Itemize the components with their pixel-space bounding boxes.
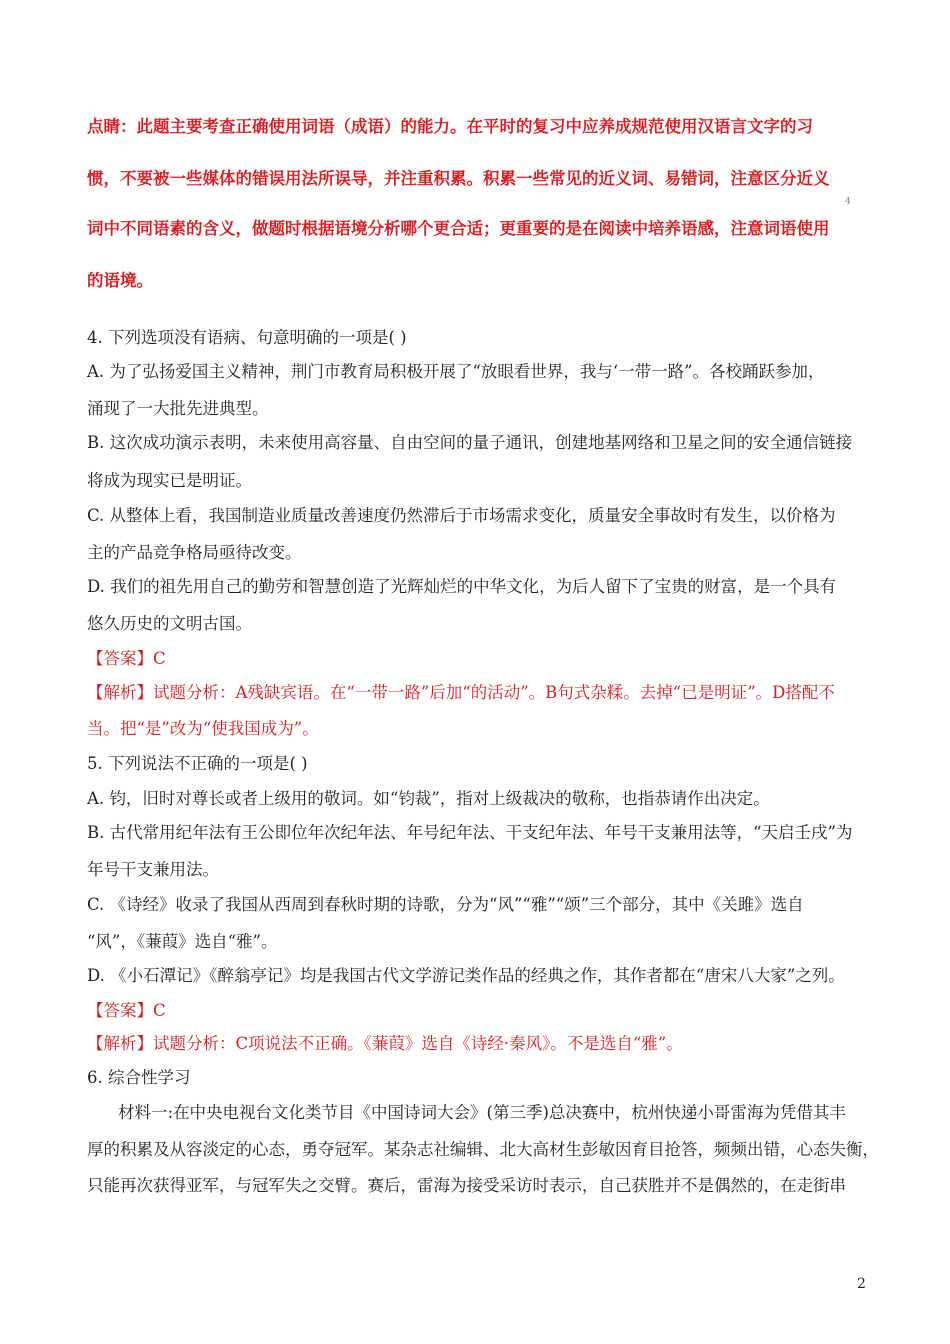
note-line-2: 惯，不要被一些媒体的错误用法所误导，并注重积累。积累一些常见的近义词、易错词，注意区分近义 [87,169,830,188]
q4-option-d-line2: 悠久历史的文明古国。 [87,614,252,633]
q6-paragraph-line2: 厚的积累及从容淡定的心态，勇夺冠军。某杂志社编辑、北大高材生彭敏因育目抢答，频频出错，心态失衡， [87,1140,879,1159]
q4-analysis-line1 [87,681,835,705]
edge-mark: 4 [845,197,851,207]
note-line-3: 词中不同语素的含义，做题时根据语境分析哪个更合适；更重要的是在阅读中培养语感，注意词语使用 [87,219,830,238]
note-line-4: 的语境。 [87,271,153,290]
q4-option-b-line2: 将成为现实已是明证。 [87,471,252,490]
q5-option-d-line1: D. 《小石潭记》《醉翁亭记》均是我国古代文学游记类作品的经典之作，其作者都在“唐宋八大家”之列。 [87,966,845,985]
q4-answer-value: C [153,649,166,668]
q4-option-a-line2: 涌现了一大批先进典型。 [87,399,269,418]
q4-analysis-line2: 当。把“是”改为“使我国成为”。 [87,719,319,738]
q4-answer-tag: 【答案】 [87,649,153,668]
q4-option-a-line1: A. 为了弘扬爱国主义精神，荆门市教育局积极开展了“放眼看世界，我与‘一带一路”。各校踊跃参加， [87,362,825,381]
q5-option-c-line2: “风”，《蒹葭》选自“雅”。 [87,932,278,951]
q6-paragraph-line1: 材料一:在中央电视台文化类节目《中国诗词大会》(第三季)总决赛中，杭州快递小哥雷海为凭借其丰 [118,1103,846,1122]
q4-option-d-line1: D. 我们的祖先用自己的勤劳和智慧创造了光辉灿烂的中华文化，为后人留下了宝贵的财富，是一个具有 [87,577,837,596]
q5-option-b-line1: B. 古代常用纪年法有王公即位年次纪年法、年号纪年法、干支纪年法、年号干支兼用法等，“天启壬戌”为 [87,823,853,842]
q5-analysis-line1 [87,1032,683,1056]
q4-option-c-line2: 主的产品竞争格局亟待改变。 [87,543,302,562]
note-line-1: 点睛：此题主要考查正确使用词语（成语）的能力。在平时的复习中应养成规范使用汉语言文字的习 [87,117,813,136]
q5-answer [87,999,166,1023]
q5-analysis-text: 试题分析：C项说法不正确。《蒹葭》选自《诗经·秦风》。不是选自“雅”。 [153,1034,683,1053]
q4-analysis-tag: 【解析】 [87,683,153,702]
q4-answer [87,647,166,671]
q5-option-c-line1: C. 《诗经》收录了我国从西周到春秋时期的诗歌，分为“风”“雅”“颂”三个部分，其中《关雎》选自 [87,895,804,914]
q5-option-a-line1: A. 钧，旧时对尊长或者上级用的敬词。如“钧裁”，指对上级裁决的敬称，也指恭请作出决定。 [87,789,770,808]
q4-analysis-text: 试题分析：A残缺宾语。在“一带一路”后加“的活动”。B句式杂糅。去掉“已是明证”。D搭配不 [153,683,835,702]
q5-option-b-line2: 年号干支兼用法。 [87,860,219,879]
q5-stem: 5. 下列说法不正确的一项是( ) [87,754,308,773]
page-number: 2 [857,1276,866,1292]
q4-option-b-line1: B. 这次成功演示表明，未来使用高容量、自由空间的量子通讯，创建地基网络和卫星之间的安全通信链接 [87,433,853,452]
q4-option-c-line1: C. 从整体上看，我国制造业质量改善速度仍然滞后于市场需求变化，质量安全事故时有发生，以价格为 [87,506,836,525]
q5-answer-tag: 【答案】 [87,1001,153,1020]
q6-paragraph-line3: 只能再次获得亚军，与冠军失之交臂。赛后，雷海为接受采访时表示，自己获胜并不是偶然的，在走街串 [87,1176,846,1195]
q5-analysis-tag: 【解析】 [87,1034,153,1053]
q6-stem: 6. 综合性学习 [87,1068,191,1087]
q4-stem: 4. 下列选项没有语病、句意明确的一项是( ) [87,328,407,347]
q5-answer-value: C [153,1001,166,1020]
